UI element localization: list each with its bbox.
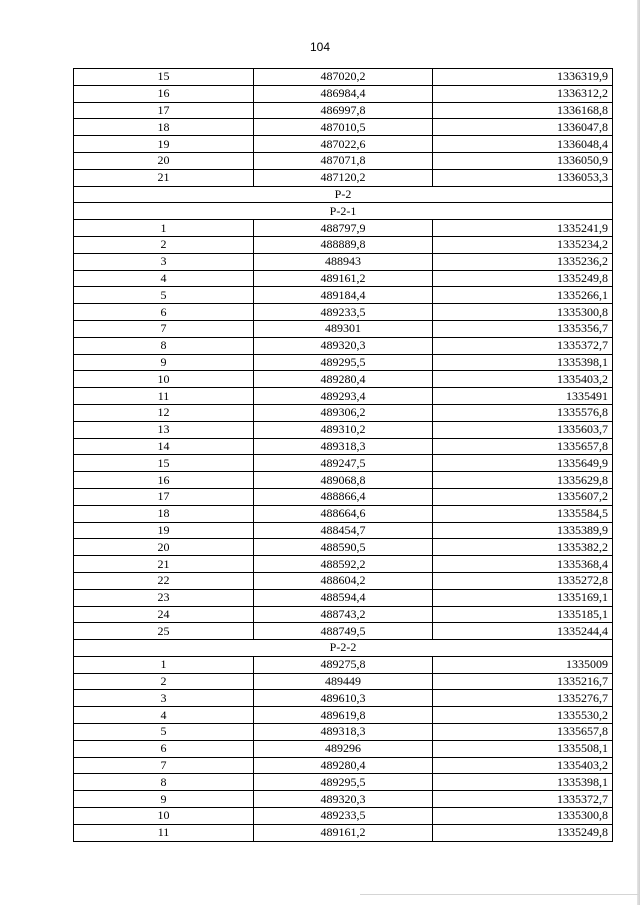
x-coordinate-cell: 489619,8 xyxy=(254,707,433,724)
y-coordinate-cell: 1335249,8 xyxy=(433,270,613,287)
x-coordinate-cell: 489280,4 xyxy=(254,757,433,774)
x-coordinate-cell: 489320,3 xyxy=(254,337,433,354)
x-coordinate-cell: 489610,3 xyxy=(254,690,433,707)
y-coordinate-cell: 1335629,8 xyxy=(433,472,613,489)
table-row xyxy=(74,539,613,556)
table-row xyxy=(74,572,613,589)
x-coordinate-cell: 489310,2 xyxy=(254,421,433,438)
table-row xyxy=(74,488,613,505)
y-coordinate-cell: 1335584,5 xyxy=(433,505,613,522)
y-coordinate-cell: 1335236,2 xyxy=(433,253,613,270)
y-coordinate-cell: 1335216,7 xyxy=(433,673,613,690)
point-number-cell: 19 xyxy=(74,136,254,153)
section-heading: P-2 xyxy=(74,186,613,203)
y-coordinate-cell: 1335403,2 xyxy=(433,371,613,388)
y-coordinate-cell: 1335300,8 xyxy=(433,304,613,321)
y-coordinate-cell: 1335382,2 xyxy=(433,539,613,556)
table-row xyxy=(74,85,613,102)
x-coordinate-cell: 487120,2 xyxy=(254,169,433,186)
table-row xyxy=(74,69,613,86)
point-number-cell: 5 xyxy=(74,724,254,741)
page-number: 104 xyxy=(309,40,331,54)
y-coordinate-cell: 1335244,4 xyxy=(433,623,613,640)
section-heading-row xyxy=(74,186,613,203)
point-number-cell: 18 xyxy=(74,505,254,522)
x-coordinate-cell: 488743,2 xyxy=(254,606,433,623)
point-number-cell: 19 xyxy=(74,522,254,539)
point-number-cell: 1 xyxy=(74,220,254,237)
point-number-cell: 11 xyxy=(74,824,254,841)
point-number-cell: 23 xyxy=(74,589,254,606)
table-row xyxy=(74,774,613,791)
y-coordinate-cell: 1336312,2 xyxy=(433,85,613,102)
table-row xyxy=(74,320,613,337)
point-number-cell: 18 xyxy=(74,119,254,136)
y-coordinate-cell: 1335603,7 xyxy=(433,421,613,438)
x-coordinate-cell: 488592,2 xyxy=(254,556,433,573)
x-coordinate-cell: 489306,2 xyxy=(254,404,433,421)
point-number-cell: 10 xyxy=(74,371,254,388)
table-row xyxy=(74,740,613,757)
x-coordinate-cell: 489449 xyxy=(254,673,433,690)
point-number-cell: 13 xyxy=(74,421,254,438)
point-number-cell: 4 xyxy=(74,707,254,724)
x-coordinate-cell: 486984,4 xyxy=(254,85,433,102)
table-row xyxy=(74,119,613,136)
table-row xyxy=(74,606,613,623)
y-coordinate-cell: 1335649,9 xyxy=(433,455,613,472)
point-number-cell: 9 xyxy=(74,354,254,371)
table-row xyxy=(74,354,613,371)
y-coordinate-cell: 1335241,9 xyxy=(433,220,613,237)
x-coordinate-cell: 489293,4 xyxy=(254,388,433,405)
x-coordinate-cell: 488889,8 xyxy=(254,236,433,253)
x-coordinate-cell: 488664,6 xyxy=(254,505,433,522)
point-number-cell: 25 xyxy=(74,623,254,640)
y-coordinate-cell: 1335249,8 xyxy=(433,824,613,841)
x-coordinate-cell: 487071,8 xyxy=(254,152,433,169)
subsection-heading-row xyxy=(74,203,613,220)
table-row xyxy=(74,724,613,741)
x-coordinate-cell: 489295,5 xyxy=(254,354,433,371)
y-coordinate-cell: 1335657,8 xyxy=(433,724,613,741)
point-number-cell: 7 xyxy=(74,757,254,774)
x-coordinate-cell: 489301 xyxy=(254,320,433,337)
x-coordinate-cell: 486997,8 xyxy=(254,102,433,119)
point-number-cell: 24 xyxy=(74,606,254,623)
x-coordinate-cell: 489233,5 xyxy=(254,304,433,321)
point-number-cell: 9 xyxy=(74,791,254,808)
coordinates-table-body xyxy=(74,69,613,842)
point-number-cell: 5 xyxy=(74,287,254,304)
y-coordinate-cell: 1335372,7 xyxy=(433,791,613,808)
x-coordinate-cell: 489318,3 xyxy=(254,438,433,455)
table-row xyxy=(74,757,613,774)
x-coordinate-cell: 488594,4 xyxy=(254,589,433,606)
y-coordinate-cell: 1335368,4 xyxy=(433,556,613,573)
x-coordinate-cell: 488454,7 xyxy=(254,522,433,539)
y-coordinate-cell: 1335266,1 xyxy=(433,287,613,304)
table-row xyxy=(74,169,613,186)
table-row xyxy=(74,808,613,825)
table-row xyxy=(74,656,613,673)
table-row xyxy=(74,371,613,388)
x-coordinate-cell: 487020,2 xyxy=(254,69,433,86)
point-number-cell: 4 xyxy=(74,270,254,287)
table-row xyxy=(74,337,613,354)
point-number-cell: 22 xyxy=(74,572,254,589)
point-number-cell: 3 xyxy=(74,253,254,270)
subsection-heading-row xyxy=(74,640,613,657)
point-number-cell: 6 xyxy=(74,740,254,757)
table-row xyxy=(74,690,613,707)
y-coordinate-cell: 1335398,1 xyxy=(433,354,613,371)
table-row xyxy=(74,152,613,169)
y-coordinate-cell: 1335276,7 xyxy=(433,690,613,707)
y-coordinate-cell: 1336168,8 xyxy=(433,102,613,119)
point-number-cell: 2 xyxy=(74,673,254,690)
x-coordinate-cell: 489295,5 xyxy=(254,774,433,791)
x-coordinate-cell: 489247,5 xyxy=(254,455,433,472)
y-coordinate-cell: 1335491 xyxy=(433,388,613,405)
y-coordinate-cell: 1335398,1 xyxy=(433,774,613,791)
y-coordinate-cell: 1335403,2 xyxy=(433,757,613,774)
x-coordinate-cell: 488943 xyxy=(254,253,433,270)
table-row xyxy=(74,589,613,606)
x-coordinate-cell: 489318,3 xyxy=(254,724,433,741)
table-row xyxy=(74,270,613,287)
table-row xyxy=(74,824,613,841)
table-row xyxy=(74,505,613,522)
x-coordinate-cell: 489320,3 xyxy=(254,791,433,808)
table-row xyxy=(74,791,613,808)
y-coordinate-cell: 1336047,8 xyxy=(433,119,613,136)
table-row xyxy=(74,623,613,640)
point-number-cell: 21 xyxy=(74,169,254,186)
point-number-cell: 7 xyxy=(74,320,254,337)
x-coordinate-cell: 488797,9 xyxy=(254,220,433,237)
x-coordinate-cell: 489275,8 xyxy=(254,656,433,673)
y-coordinate-cell: 1335389,9 xyxy=(433,522,613,539)
x-coordinate-cell: 489280,4 xyxy=(254,371,433,388)
table-row xyxy=(74,236,613,253)
scan-bottom-line xyxy=(360,894,640,895)
table-row xyxy=(74,707,613,724)
x-coordinate-cell: 488866,4 xyxy=(254,488,433,505)
point-number-cell: 21 xyxy=(74,556,254,573)
point-number-cell: 8 xyxy=(74,774,254,791)
point-number-cell: 8 xyxy=(74,337,254,354)
point-number-cell: 16 xyxy=(74,85,254,102)
x-coordinate-cell: 489068,8 xyxy=(254,472,433,489)
point-number-cell: 2 xyxy=(74,236,254,253)
point-number-cell: 3 xyxy=(74,690,254,707)
y-coordinate-cell: 1335009 xyxy=(433,656,613,673)
table-row xyxy=(74,220,613,237)
table-row xyxy=(74,304,613,321)
y-coordinate-cell: 1336050,9 xyxy=(433,152,613,169)
table-row xyxy=(74,388,613,405)
table-row xyxy=(74,102,613,119)
point-number-cell: 10 xyxy=(74,808,254,825)
y-coordinate-cell: 1335272,8 xyxy=(433,572,613,589)
table-row xyxy=(74,136,613,153)
subsection-heading: P-2-1 xyxy=(74,203,613,220)
table-row xyxy=(74,673,613,690)
coordinates-table xyxy=(73,68,613,842)
y-coordinate-cell: 1335169,1 xyxy=(433,589,613,606)
table-row xyxy=(74,556,613,573)
y-coordinate-cell: 1335300,8 xyxy=(433,808,613,825)
y-coordinate-cell: 1336053,3 xyxy=(433,169,613,186)
x-coordinate-cell: 489161,2 xyxy=(254,824,433,841)
x-coordinate-cell: 489296 xyxy=(254,740,433,757)
y-coordinate-cell: 1335530,2 xyxy=(433,707,613,724)
point-number-cell: 15 xyxy=(74,455,254,472)
point-number-cell: 12 xyxy=(74,404,254,421)
y-coordinate-cell: 1335356,7 xyxy=(433,320,613,337)
x-coordinate-cell: 489161,2 xyxy=(254,270,433,287)
point-number-cell: 20 xyxy=(74,539,254,556)
y-coordinate-cell: 1336048,4 xyxy=(433,136,613,153)
y-coordinate-cell: 1335607,2 xyxy=(433,488,613,505)
table-row xyxy=(74,253,613,270)
table-row xyxy=(74,287,613,304)
x-coordinate-cell: 488604,2 xyxy=(254,572,433,589)
y-coordinate-cell: 1335657,8 xyxy=(433,438,613,455)
x-coordinate-cell: 487010,5 xyxy=(254,119,433,136)
x-coordinate-cell: 488590,5 xyxy=(254,539,433,556)
subsection-heading: P-2-2 xyxy=(74,640,613,657)
x-coordinate-cell: 489233,5 xyxy=(254,808,433,825)
point-number-cell: 14 xyxy=(74,438,254,455)
x-coordinate-cell: 487022,6 xyxy=(254,136,433,153)
point-number-cell: 6 xyxy=(74,304,254,321)
y-coordinate-cell: 1335576,8 xyxy=(433,404,613,421)
table-row xyxy=(74,472,613,489)
table-row xyxy=(74,455,613,472)
y-coordinate-cell: 1335185,1 xyxy=(433,606,613,623)
x-coordinate-cell: 488749,5 xyxy=(254,623,433,640)
point-number-cell: 17 xyxy=(74,488,254,505)
point-number-cell: 1 xyxy=(74,656,254,673)
table-row xyxy=(74,404,613,421)
y-coordinate-cell: 1335372,7 xyxy=(433,337,613,354)
point-number-cell: 17 xyxy=(74,102,254,119)
table-row xyxy=(74,438,613,455)
y-coordinate-cell: 1335508,1 xyxy=(433,740,613,757)
point-number-cell: 11 xyxy=(74,388,254,405)
y-coordinate-cell: 1336319,9 xyxy=(433,69,613,86)
x-coordinate-cell: 489184,4 xyxy=(254,287,433,304)
table-row xyxy=(74,522,613,539)
point-number-cell: 20 xyxy=(74,152,254,169)
y-coordinate-cell: 1335234,2 xyxy=(433,236,613,253)
table-row xyxy=(74,421,613,438)
point-number-cell: 15 xyxy=(74,69,254,86)
point-number-cell: 16 xyxy=(74,472,254,489)
